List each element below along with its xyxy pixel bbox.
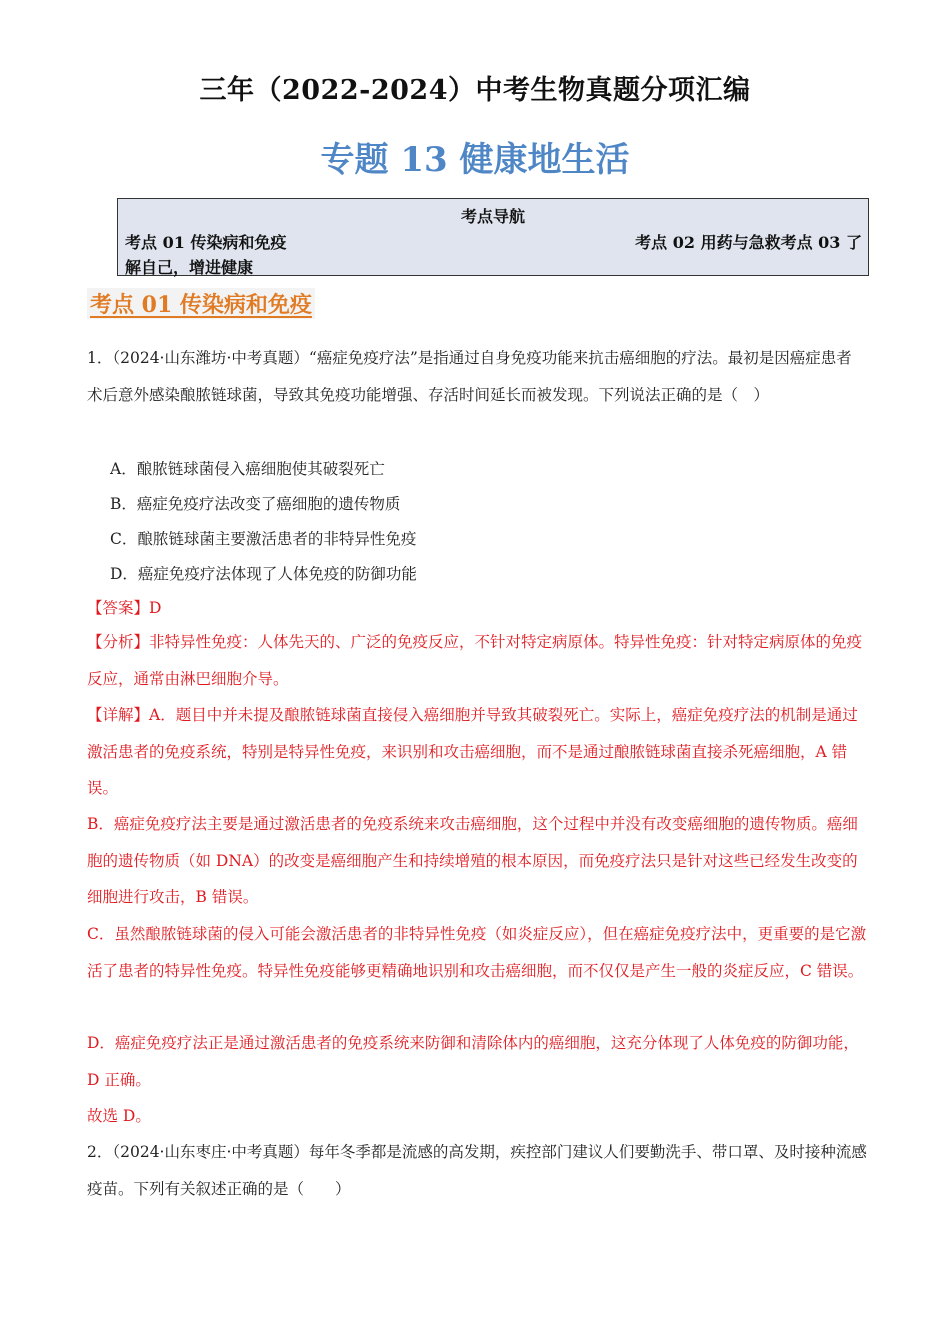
page-title: 三年（2022-2024）中考生物真题分项汇编 xyxy=(199,75,751,106)
question-2-stem: 2．（2024·山东枣庄·中考真题）每年冬季都是流感的高发期，疾控部门建议人们要勤洗手、带口罩、及时接种流感疫苗。下列有关叙述正确的是（ ） xyxy=(87,1143,867,1198)
question-1-option-d: D．癌症免疫疗法体现了人体免疫的防御功能 xyxy=(110,565,417,583)
nav-item-topic-02-03: 考点 02 用药与急救考点 03 了 xyxy=(635,233,862,252)
navigation-box xyxy=(117,198,869,276)
question-1-stem: 1．（2024·山东潍坊·中考真题）“癌症免疫疗法”是指通过自身免疫功能来抗击癌细胞的疗法。最初是因癌症患者术后意外感染酿脓链球菌，导致其免疫功能增强、存活时间延长而被发现。下列说法正确的是（ ） xyxy=(87,349,852,404)
topic-title: 专题 13 健康地生活 xyxy=(320,140,630,180)
question-1-option-a: A．酿脓链球菌侵入癌细胞使其破裂死亡 xyxy=(110,460,385,478)
question-1-detail-d: D．癌症免疫疗法正是通过激活患者的免疫系统来防御和清除体内的癌细胞，这充分体现了人体免疫的防御功能，D 正确。 xyxy=(87,1034,859,1089)
nav-heading: 考点导航 xyxy=(460,207,525,226)
nav-item-topic-01: 考点 01 传染病和免疫 xyxy=(125,233,287,252)
question-1-option-b: B．癌症免疫疗法改变了癌细胞的遗传物质 xyxy=(110,495,401,513)
question-1-detail-c: C．虽然酿脓链球菌的侵入可能会激活患者的非特异性免疫（如炎症反应），但在癌症免疫疗法中，更重要的是它激活了患者的特异性免疫。特异性免疫能够更精确地识别和攻击癌细胞，而不仅仅是产生一般的炎症反应，C 错误。 xyxy=(87,925,867,980)
question-1-option-c: C．酿脓链球菌主要激活患者的非特异性免疫 xyxy=(110,530,417,548)
question-1-detail-a: 【详解】A．题目中并未提及酿脓链球菌直接侵入癌细胞并导致其破裂死亡。实际上，癌症免疫疗法的机制是通过激活患者的免疫系统，特别是特异性免疫，来识别和攻击癌细胞，而不是通过酿脓链球菌直接杀死癌细胞，A 错误。 xyxy=(87,706,858,797)
section-heading: 考点 01 传染病和免疫 xyxy=(87,288,315,319)
nav-item-topic-03-cont: 解自己，增进健康 xyxy=(125,258,254,277)
question-1-analysis: 【分析】非特异性免疫：人体先天的、广泛的免疫反应，不针对特定病原体。特异性免疫：针对特定病原体的免疫反应，通常由淋巴细胞介导。 xyxy=(87,633,863,688)
question-1-conclusion: 故选 D。 xyxy=(87,1107,151,1125)
question-1-answer: 【答案】D xyxy=(87,599,162,617)
question-1-detail-b: B．癌症免疫疗法主要是通过激活患者的免疫系统来攻击癌细胞，这个过程中并没有改变癌细胞的遗传物质。癌细胞的遗传物质（如 DNA）的改变是癌细胞产生和持续增殖的根本原因，而免疫疗法只是针对这些已经发生改变的细胞进行攻击，B 错误。 xyxy=(87,815,858,906)
